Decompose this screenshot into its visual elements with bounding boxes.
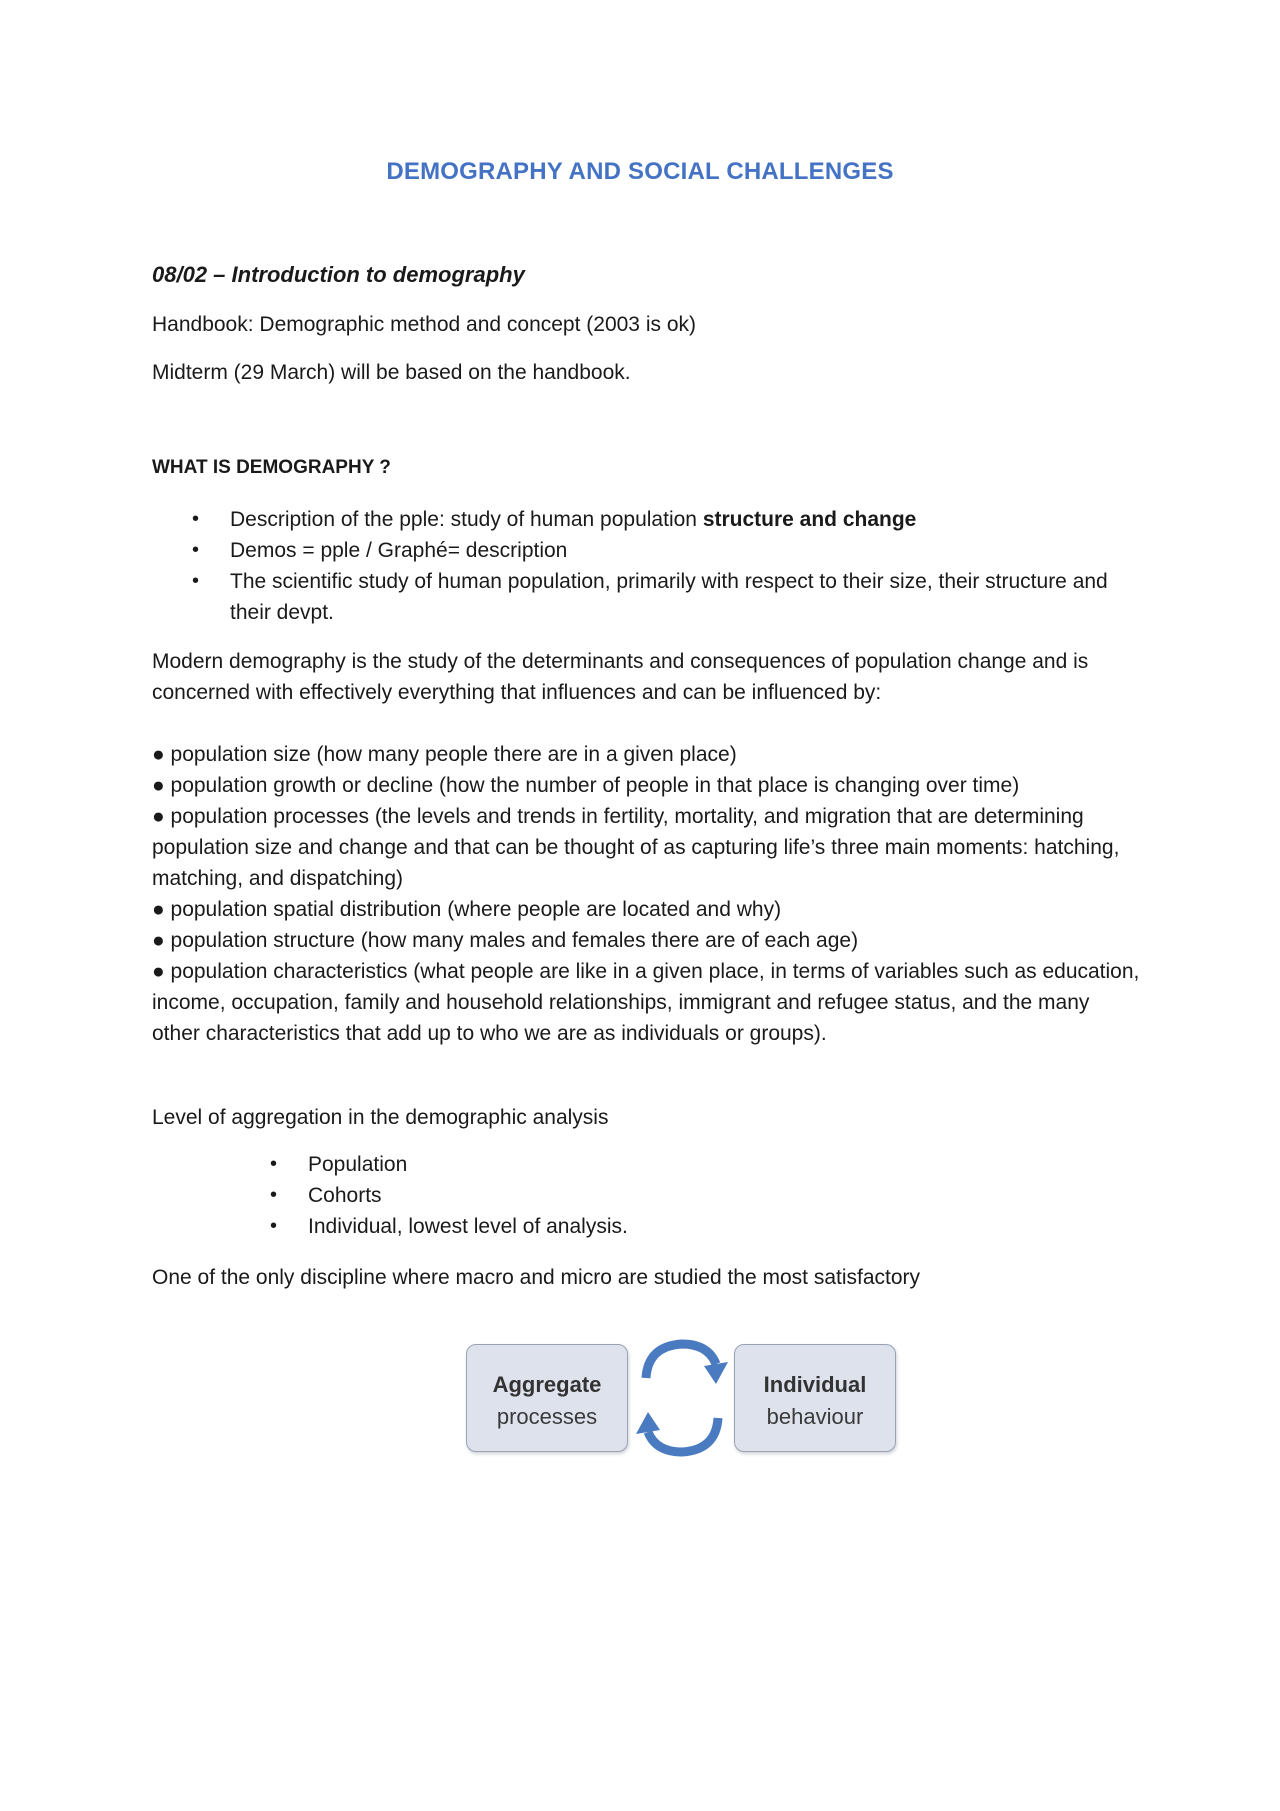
what-is-bullet-list — [192, 504, 1130, 628]
lower-arrowhead-icon — [636, 1412, 660, 1434]
what-is-demography-heading: WHAT IS DEMOGRAPHY ? — [152, 457, 391, 478]
macro-micro-line: One of the only discipline where macro and micro are studied the most satisfactory — [152, 1266, 921, 1289]
bullet-text-bold: structure and change — [702, 508, 917, 531]
population-topics-list — [152, 739, 1142, 1049]
midterm-line: Midterm (29 March) will be based on the handbook. — [152, 361, 631, 384]
box-label-bold: Aggregate — [492, 1372, 602, 1397]
list-item: ● population growth or decline (how the number of people in that place is changing over time) — [152, 774, 1020, 797]
bullet-icon: • — [192, 570, 200, 592]
aggregate-processes-box — [466, 1344, 628, 1452]
upper-arrowhead-icon — [704, 1362, 728, 1384]
bullet-icon: • — [192, 508, 200, 530]
modern-demography-intro: Modern demography is the study of the determinants and consequences of population change and is concerned with effectively everything that influences and can be influenced by: — [152, 650, 1089, 704]
lower-arc — [648, 1418, 718, 1452]
bullet-icon: • — [270, 1184, 278, 1206]
aggregation-bullet-list — [270, 1149, 1008, 1242]
bullet-text: Cohorts — [308, 1184, 382, 1207]
aggregation-heading: Level of aggregation in the demographic analysis — [152, 1106, 609, 1129]
list-item — [192, 504, 1130, 535]
list-item — [270, 1149, 1008, 1180]
bullet-text: Population — [308, 1153, 408, 1176]
document-title: DEMOGRAPHY AND SOCIAL CHALLENGES — [386, 158, 894, 185]
upper-arc — [646, 1344, 716, 1378]
bullet-text: Demos = pple / Graphé= description — [230, 539, 568, 562]
aggregate-individual-diagram — [460, 1310, 900, 1510]
box-label: processes — [496, 1404, 598, 1429]
bullet-icon: • — [192, 539, 200, 561]
list-item — [270, 1211, 1008, 1242]
box-label: behaviour — [766, 1404, 864, 1429]
individual-behaviour-box — [734, 1344, 896, 1452]
list-item — [270, 1180, 1008, 1211]
list-item: ● population structure (how many males and females there are of each age) — [152, 929, 859, 952]
box-label-bold: Individual — [763, 1372, 867, 1397]
bullet-text: Description of the pple: study of human population — [230, 508, 703, 531]
lecture-heading: 08/02 – Introduction to demography — [152, 262, 525, 287]
bullet-icon: • — [270, 1215, 278, 1237]
list-item: ● population characteristics (what people are like in a given place, in terms of variables such as education, income, occupation, family and household relationships, immigrant and refugee status, and the many other characteristics that add up to who we are as individuals or groups). — [152, 960, 1140, 1045]
bullet-text: Individual, lowest level of analysis. — [308, 1215, 628, 1238]
list-item: ● population processes (the levels and trends in fertility, mortality, and migration that are determining population size and change and that can be thought of as capturing life’s three main moments: hatching, matching, and dispatching) — [152, 805, 1120, 890]
list-item: ● population size (how many people there are in a given place) — [152, 743, 737, 766]
bullet-icon: • — [270, 1153, 278, 1175]
handbook-line: Handbook: Demographic method and concept (2003 is ok) — [152, 313, 696, 336]
cycle-arrows-icon — [636, 1338, 728, 1458]
list-item — [192, 535, 1130, 566]
list-item: ● population spatial distribution (where people are located and why) — [152, 898, 782, 921]
list-item — [192, 566, 1130, 628]
bullet-text: The scientific study of human population, primarily with respect to their size, their structure and their devpt. — [230, 570, 1108, 624]
